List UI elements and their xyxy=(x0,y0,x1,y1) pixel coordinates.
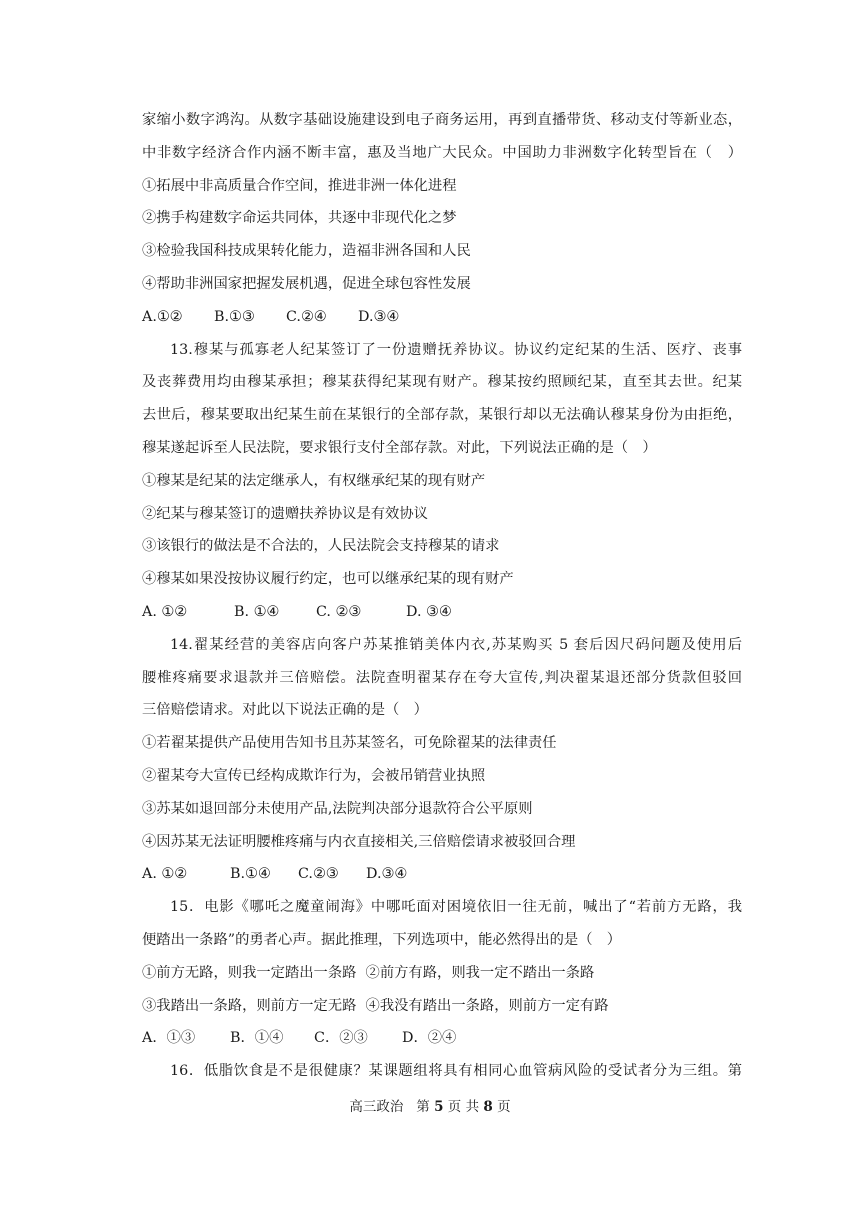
q12-choice-d: D.③④ xyxy=(358,308,400,325)
q12-choices xyxy=(142,301,742,334)
q15-choices xyxy=(142,1022,742,1055)
q14-choice-c: C.②③ xyxy=(298,866,339,883)
q12-stem-line-2: 中非数字经济合作内涵不断丰富，惠及当地广大民众。中国助力非洲数字化转型旨在（ ） xyxy=(142,144,742,161)
q13-option-2: ②纪某与穆某签订的遗赠扶养协议是有效协议 xyxy=(142,505,428,522)
q15-option-2: ②前方有路，则我一定不踏出一条路 xyxy=(365,964,595,981)
footer-page-mid: 页 共 xyxy=(447,1099,480,1115)
q15-choice-a: A．①③ xyxy=(142,1030,196,1047)
q14-stem-line-1: 14.翟某经营的美容店向客户苏某推销美体内衣,苏某购买 5 套后因尺码问题及使用后 xyxy=(170,636,742,653)
footer-page-prefix: 第 xyxy=(416,1099,430,1115)
q16-stem-line-1: 16．低脂饮食是不是很健康？某课题组将具有相同心血管病风险的受试者分为三组。第 xyxy=(170,1063,742,1080)
q15-option-4: ④我没有踏出一条路，则前方一定有路 xyxy=(365,997,609,1014)
q14-option-3: ③苏某如退回部分未使用产品,法院判决部分退款符合公平原则 xyxy=(142,800,533,817)
q13-choice-b: B. ①④ xyxy=(234,603,280,620)
q15-stem-line-2: 便踏出一条路”的勇者心声。据此推理，下列选项中，能必然得出的是（ ） xyxy=(142,931,622,948)
footer-subject: 高三政治 xyxy=(349,1099,404,1115)
q13-option-4: ④穆某如果没按协议履行约定，也可以继承纪某的现有财产 xyxy=(142,571,514,588)
q13-choices xyxy=(142,596,742,629)
q14-choices xyxy=(142,858,742,891)
q12-choice-a: A.①② xyxy=(142,308,183,325)
q12-option-3: ③检验我国科技成果转化能力，造福非洲各国和人民 xyxy=(142,243,471,260)
q15-stem-line-1: 15．电影《哪吒之魔童闹海》中哪吒面对困境依旧一往无前，喊出了“若前方无路，我 xyxy=(170,899,742,916)
q14-choice-a: A. ①② xyxy=(142,866,188,883)
footer-page-number: 5 xyxy=(434,1099,444,1115)
q13-choice-d: D. ③④ xyxy=(406,603,452,620)
q15-options-row-1 xyxy=(142,957,742,990)
q13-option-1: ①穆某是纪某的法定继承人，有权继承纪某的现有财产 xyxy=(142,472,486,489)
q13-stem-line-4: 穆某遂起诉至人民法院，要求银行支付全部存款。对此，下列说法正确的是（ ） xyxy=(142,439,657,456)
q12-option-4: ④帮助非洲国家把握发展机遇，促进全球包容性发展 xyxy=(142,275,471,292)
q14-choice-b: B.①④ xyxy=(230,866,271,883)
page-footer xyxy=(0,1097,860,1117)
q14-choice-d: D.③④ xyxy=(366,866,408,883)
q14-stem-line-3: 三倍赔偿请求。对此以下说法正确的是（ ） xyxy=(142,702,428,719)
q14-option-2: ②翟某夸大宣传已经构成欺诈行为，会被吊销营业执照 xyxy=(142,767,486,784)
q13-choice-c: C. ②③ xyxy=(316,603,362,620)
q14-option-4: ④因苏某无法证明腰椎疼痛与内衣直接相关,三倍赔偿请求被驳回合理 xyxy=(142,833,576,850)
q13-choice-a: A. ①② xyxy=(142,603,188,620)
q13-stem-line-3: 去世后，穆某要取出纪某生前在某银行的全部存款，某银行却以无法确认穆某身份为由拒绝， xyxy=(142,407,742,424)
q12-choice-b: B.①③ xyxy=(214,308,255,325)
page-content xyxy=(142,104,742,1088)
footer-total-pages: 8 xyxy=(483,1099,493,1115)
q15-options-row-2 xyxy=(142,990,742,1023)
q13-option-3: ③该银行的做法是不合法的，人民法院会支持穆某的请求 xyxy=(142,538,500,555)
footer-page-suffix: 页 xyxy=(497,1099,511,1115)
q13-stem-line-1: 13.穆某与孤寡老人纪某签订了一份遗赠抚养协议。协议约定纪某的生活、医疗、丧事 xyxy=(170,341,742,358)
q14-stem-line-2: 腰椎疼痛要求退款并三倍赔偿。法院查明翟某存在夸大宣传,判决翟某退还部分货款但驳回 xyxy=(142,669,742,686)
q15-option-1: ①前方无路，则我一定踏出一条路 xyxy=(142,964,357,981)
q14-option-1: ①若翟某提供产品使用告知书且苏某签名，可免除翟某的法律责任 xyxy=(142,735,557,752)
q15-choice-b: B．①④ xyxy=(230,1030,284,1047)
q12-choice-c: C.②④ xyxy=(286,308,327,325)
q12-stem-line-1: 家缩小数字鸿沟。从数字基础设施建设到电子商务运用，再到直播带货、移动支付等新业态， xyxy=(142,112,742,128)
q15-choice-d: D．②④ xyxy=(402,1030,457,1047)
q13-stem-line-2: 及丧葬费用均由穆某承担；穆某获得纪某现有财产。穆某按约照顾纪某，直至其去世。纪某 xyxy=(142,374,742,391)
q15-option-3: ③我踏出一条路，则前方一定无路 xyxy=(142,997,357,1014)
q15-choice-c: C．②③ xyxy=(314,1030,368,1047)
q12-option-1: ①拓展中非高质量合作空间，推进非洲一体化进程 xyxy=(142,177,457,194)
q12-option-2: ②携手构建数字命运共同体，共逐中非现代化之梦 xyxy=(142,210,457,227)
